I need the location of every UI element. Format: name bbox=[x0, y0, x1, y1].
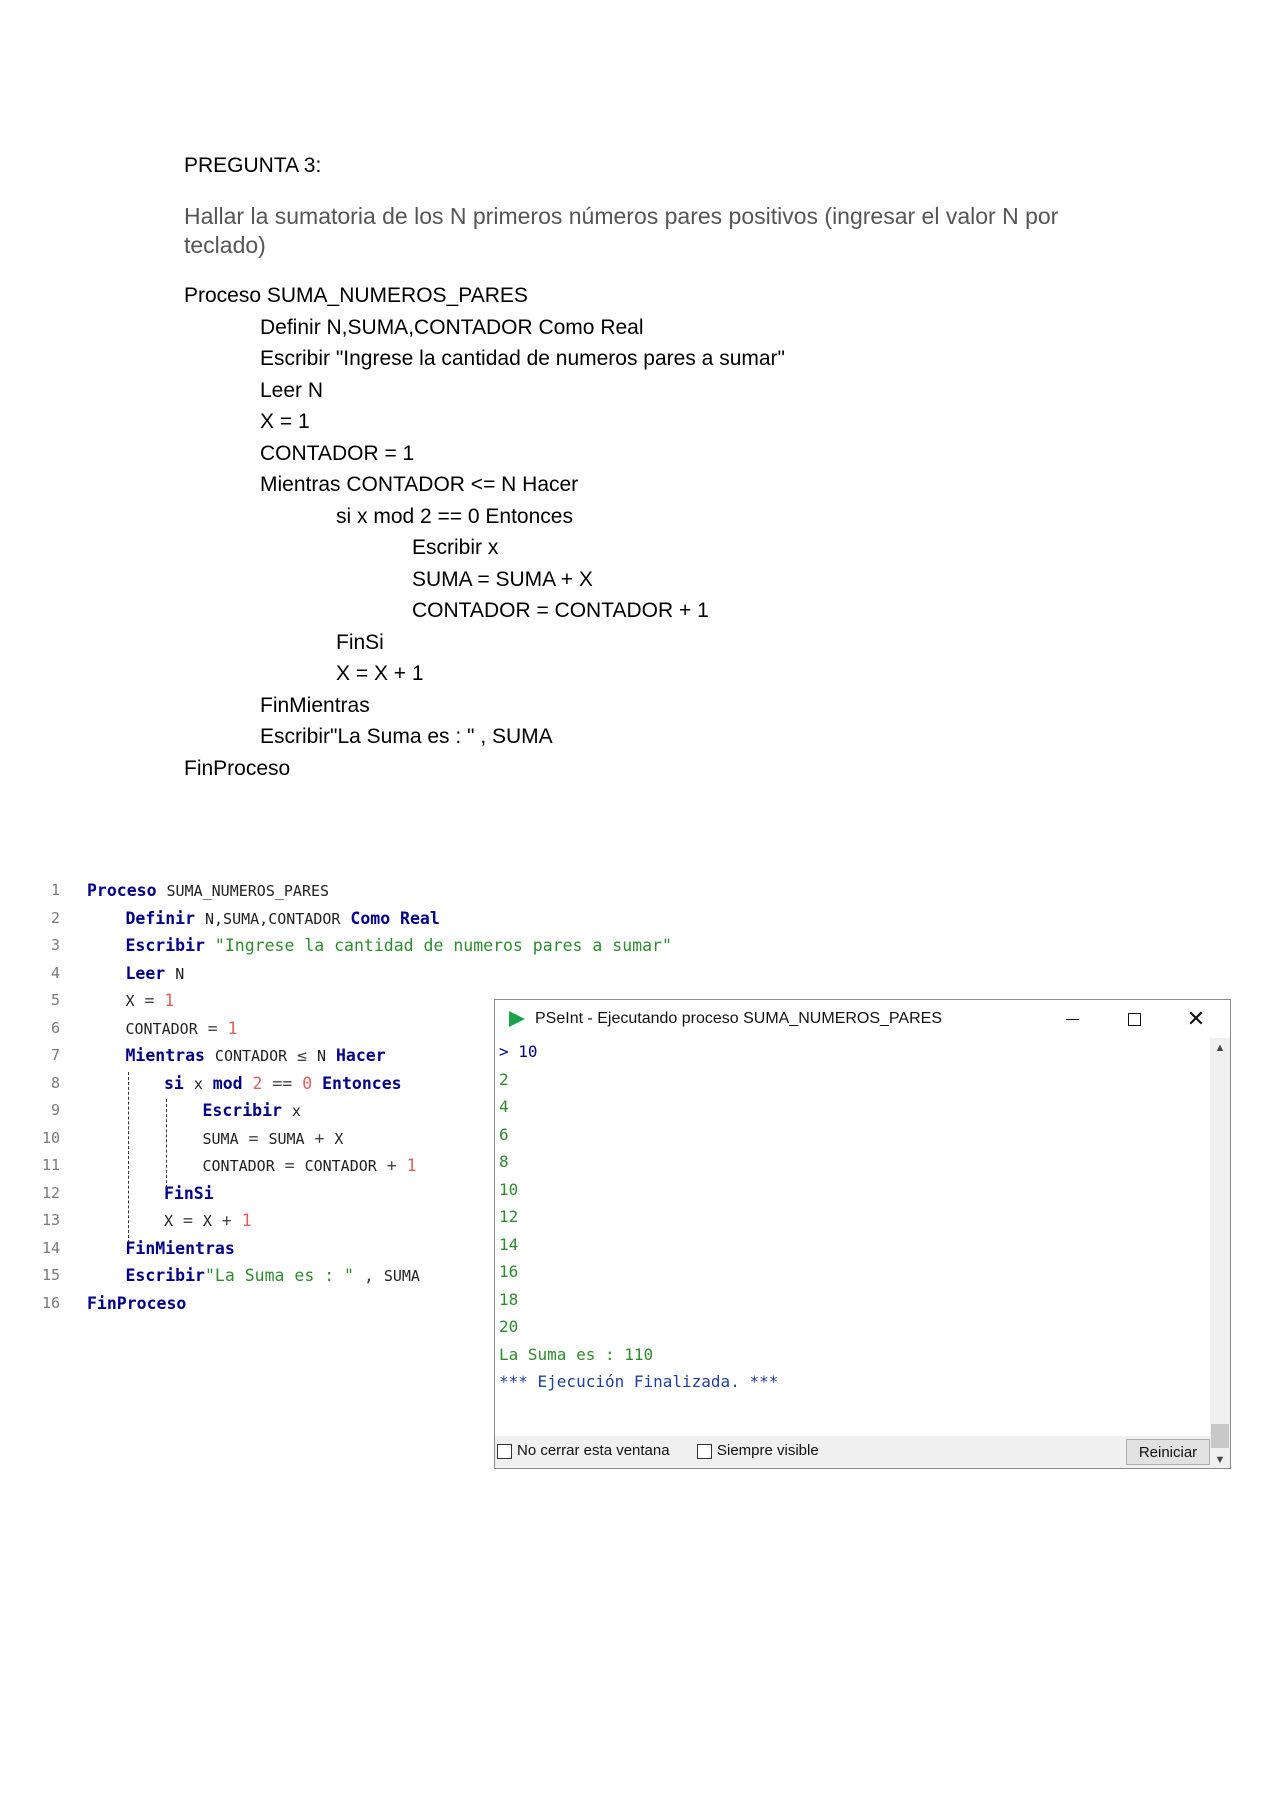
code-token: 1 bbox=[406, 1156, 417, 1175]
code-token: CONTADOR bbox=[125, 1019, 198, 1038]
code-token: == bbox=[262, 1073, 303, 1093]
code-token: Mientras bbox=[125, 1046, 205, 1065]
code-line bbox=[36, 1180, 506, 1208]
code-text bbox=[126, 905, 440, 934]
code-line bbox=[36, 1015, 506, 1043]
console-line: 8 bbox=[499, 1152, 509, 1171]
code-token: + bbox=[211, 1211, 242, 1230]
code-token bbox=[340, 909, 350, 928]
code-token: X bbox=[202, 1212, 212, 1230]
code-text bbox=[164, 1207, 252, 1236]
line-number: 14 bbox=[41, 1238, 60, 1257]
line-number: 8 bbox=[50, 1073, 60, 1092]
code-token: Definir bbox=[125, 908, 196, 928]
code-token: Escribir bbox=[125, 936, 205, 955]
pseudocode-line: si x mod 2 == 0 Entonces bbox=[336, 504, 573, 528]
question-heading: PREGUNTA 3: bbox=[184, 154, 322, 177]
code-token: = bbox=[134, 991, 165, 1010]
code-line bbox=[36, 1042, 506, 1070]
code-token: si bbox=[164, 1073, 184, 1093]
code-token bbox=[195, 909, 205, 928]
pseudocode-line: X = X + 1 bbox=[336, 662, 424, 685]
code-token: CONTADOR bbox=[304, 1157, 377, 1175]
code-token bbox=[203, 1074, 213, 1093]
window-titlebar[interactable] bbox=[495, 1000, 1230, 1038]
pseudocode-line: FinProceso bbox=[184, 756, 291, 780]
code-token bbox=[205, 1046, 215, 1065]
minimize-icon bbox=[1066, 1019, 1079, 1020]
code-token: Hacer bbox=[335, 1046, 386, 1065]
always-visible-label[interactable]: Siempre visible bbox=[717, 1442, 819, 1459]
restart-button[interactable]: Reiniciar bbox=[1126, 1439, 1210, 1465]
maximize-icon bbox=[1128, 1013, 1141, 1026]
code-token bbox=[165, 964, 175, 983]
code-line bbox=[36, 1262, 506, 1290]
code-token: SUMA bbox=[268, 1129, 305, 1148]
line-number: 10 bbox=[41, 1128, 60, 1147]
console-line: > 10 bbox=[499, 1042, 538, 1061]
code-line bbox=[36, 1070, 506, 1098]
code-token: N,SUMA,CONTADOR bbox=[204, 909, 341, 928]
indent-guide bbox=[128, 1072, 129, 1243]
code-token: = bbox=[197, 1018, 228, 1038]
line-number: 1 bbox=[50, 881, 60, 899]
code-token: CONTADOR bbox=[214, 1047, 288, 1065]
line-number: 4 bbox=[50, 963, 60, 982]
indent-guide bbox=[166, 1099, 167, 1188]
pseint-run-window bbox=[494, 999, 1231, 1469]
code-text bbox=[164, 1180, 214, 1208]
code-token: ≤ bbox=[287, 1046, 317, 1065]
code-line bbox=[36, 877, 506, 905]
console-line: 18 bbox=[499, 1289, 519, 1309]
line-number: 7 bbox=[50, 1046, 60, 1064]
code-token: SUMA bbox=[383, 1267, 420, 1285]
line-number: 6 bbox=[50, 1018, 60, 1037]
code-line bbox=[36, 1207, 506, 1235]
code-token bbox=[205, 936, 215, 955]
code-token: FinSi bbox=[164, 1183, 214, 1203]
code-token: , bbox=[354, 1266, 384, 1285]
code-line bbox=[36, 1290, 506, 1318]
code-token: + bbox=[304, 1128, 335, 1148]
pseudocode-block bbox=[184, 280, 785, 784]
code-line bbox=[36, 932, 672, 960]
code-line bbox=[36, 1097, 506, 1125]
code-text bbox=[203, 1152, 417, 1181]
code-token bbox=[282, 1101, 292, 1120]
code-token: Entonces bbox=[322, 1073, 402, 1093]
maximize-button[interactable] bbox=[1111, 1004, 1157, 1034]
line-number: 15 bbox=[41, 1266, 60, 1284]
code-token: + bbox=[376, 1156, 407, 1175]
window-bottombar bbox=[495, 1436, 1210, 1468]
line-number: 3 bbox=[50, 936, 60, 954]
code-text bbox=[126, 1015, 238, 1044]
console-line: 6 bbox=[499, 1124, 509, 1144]
code-line bbox=[36, 960, 506, 988]
code-text bbox=[164, 1070, 402, 1099]
code-token: = bbox=[238, 1128, 269, 1148]
code-token: "Ingrese la cantidad de numeros pares a sumar" bbox=[214, 936, 672, 955]
pseudocode-line: X = 1 bbox=[260, 410, 310, 433]
console-line: 14 bbox=[499, 1234, 519, 1254]
minimize-button[interactable] bbox=[1049, 1004, 1095, 1034]
code-token: = bbox=[173, 1211, 203, 1230]
code-token: "La Suma es : " bbox=[204, 1266, 354, 1285]
code-token: FinProceso bbox=[87, 1293, 187, 1313]
code-text bbox=[87, 1290, 186, 1318]
line-number: 9 bbox=[50, 1101, 60, 1119]
console-line: 20 bbox=[499, 1317, 519, 1336]
line-number: 11 bbox=[41, 1156, 60, 1174]
code-token: CONTADOR bbox=[202, 1157, 275, 1175]
code-token: SUMA bbox=[202, 1129, 239, 1148]
line-number: 16 bbox=[41, 1293, 60, 1312]
code-token bbox=[326, 1046, 336, 1065]
code-text bbox=[126, 1262, 420, 1291]
code-token: X bbox=[164, 1212, 174, 1230]
code-line bbox=[36, 905, 506, 933]
close-icon: ✕ bbox=[1186, 1006, 1206, 1031]
code-text bbox=[87, 877, 329, 906]
code-token: Leer bbox=[125, 963, 166, 983]
code-token: N bbox=[175, 964, 185, 983]
pseudocode-line: FinMientras bbox=[260, 693, 370, 717]
pseudocode-line: Definir N,SUMA,CONTADOR Como Real bbox=[260, 315, 644, 339]
line-number: 12 bbox=[41, 1183, 60, 1202]
console-line: 16 bbox=[499, 1262, 519, 1281]
code-token: 1 bbox=[227, 1018, 238, 1038]
code-token: 0 bbox=[302, 1073, 313, 1093]
keep-open-checkbox[interactable] bbox=[497, 1444, 512, 1459]
keep-open-label[interactable]: No cerrar esta ventana bbox=[517, 1442, 670, 1459]
code-token: 2 bbox=[252, 1073, 263, 1093]
console-scrollbar[interactable] bbox=[1210, 1038, 1230, 1468]
console-line: 10 bbox=[499, 1179, 519, 1199]
code-text bbox=[126, 1042, 386, 1071]
pseudocode-line: Escribir"La Suma es : " , SUMA bbox=[260, 725, 553, 748]
pseudocode-line: Leer N bbox=[260, 378, 324, 402]
console-line: *** Ejecución Finalizada. *** bbox=[499, 1372, 779, 1391]
pseudocode-line: Escribir x bbox=[412, 536, 499, 559]
code-token: mod bbox=[212, 1073, 243, 1093]
console-line: 4 bbox=[499, 1097, 509, 1116]
code-text bbox=[203, 1125, 344, 1154]
code-text bbox=[126, 960, 185, 989]
pseudocode-line: Mientras CONTADOR <= N Hacer bbox=[260, 473, 579, 496]
code-token: x bbox=[193, 1074, 203, 1093]
code-token bbox=[157, 881, 167, 900]
code-token: 1 bbox=[164, 991, 175, 1010]
code-token: SUMA_NUMEROS_PARES bbox=[166, 882, 330, 900]
scroll-down-icon[interactable]: ▼ bbox=[1214, 1454, 1226, 1466]
code-token: Escribir bbox=[202, 1101, 282, 1120]
window-title: PSeInt - Ejecutando proceso SUMA_NUMEROS_PARES bbox=[535, 1010, 942, 1027]
scroll-up-icon[interactable]: ▲ bbox=[1214, 1042, 1226, 1054]
pseudocode-line: SUMA = SUMA + X bbox=[412, 567, 593, 591]
code-token: 1 bbox=[241, 1211, 252, 1230]
code-text bbox=[203, 1097, 301, 1126]
scrollbar-thumb[interactable] bbox=[1211, 1424, 1229, 1448]
pseudocode-line: FinSi bbox=[336, 630, 384, 654]
code-token: X bbox=[125, 992, 135, 1010]
close-button[interactable] bbox=[1173, 1004, 1219, 1034]
pseudocode-line: Proceso SUMA_NUMEROS_PARES bbox=[184, 284, 528, 307]
code-text bbox=[126, 987, 175, 1016]
pseudocode-line: CONTADOR = 1 bbox=[260, 441, 415, 465]
line-number: 13 bbox=[41, 1211, 60, 1229]
code-token bbox=[312, 1074, 322, 1093]
console-line: 12 bbox=[499, 1207, 519, 1226]
always-visible-checkbox[interactable] bbox=[697, 1444, 712, 1459]
code-token: Escribir bbox=[125, 1266, 205, 1285]
code-line bbox=[36, 1152, 506, 1180]
code-text bbox=[126, 932, 672, 960]
code-token bbox=[243, 1074, 253, 1093]
code-token: X bbox=[334, 1129, 344, 1148]
pseint-app-icon bbox=[509, 1011, 525, 1027]
code-token bbox=[184, 1074, 194, 1093]
line-number: 5 bbox=[50, 991, 60, 1009]
code-token: Proceso bbox=[87, 881, 157, 900]
line-number: 2 bbox=[50, 908, 60, 927]
code-token: FinMientras bbox=[125, 1238, 235, 1258]
code-token: = bbox=[274, 1156, 305, 1175]
pseudocode-line: Escribir "Ingrese la cantidad de numeros pares a sumar" bbox=[260, 347, 785, 370]
question-text: Hallar la sumatoria de los N primeros números pares positivos (ingresar el valor N por teclado) bbox=[184, 203, 1059, 258]
pseudocode-line: CONTADOR = CONTADOR + 1 bbox=[412, 599, 709, 622]
code-line bbox=[36, 1235, 506, 1263]
code-token: N bbox=[316, 1047, 327, 1065]
console-line: 2 bbox=[499, 1069, 509, 1089]
code-token: x bbox=[291, 1102, 301, 1120]
code-token: Como Real bbox=[350, 908, 440, 928]
console-output[interactable] bbox=[495, 1038, 1210, 1391]
code-line bbox=[36, 987, 506, 1015]
code-text bbox=[126, 1235, 235, 1263]
code-line bbox=[36, 1125, 506, 1153]
console-line: La Suma es : 110 bbox=[499, 1344, 654, 1364]
